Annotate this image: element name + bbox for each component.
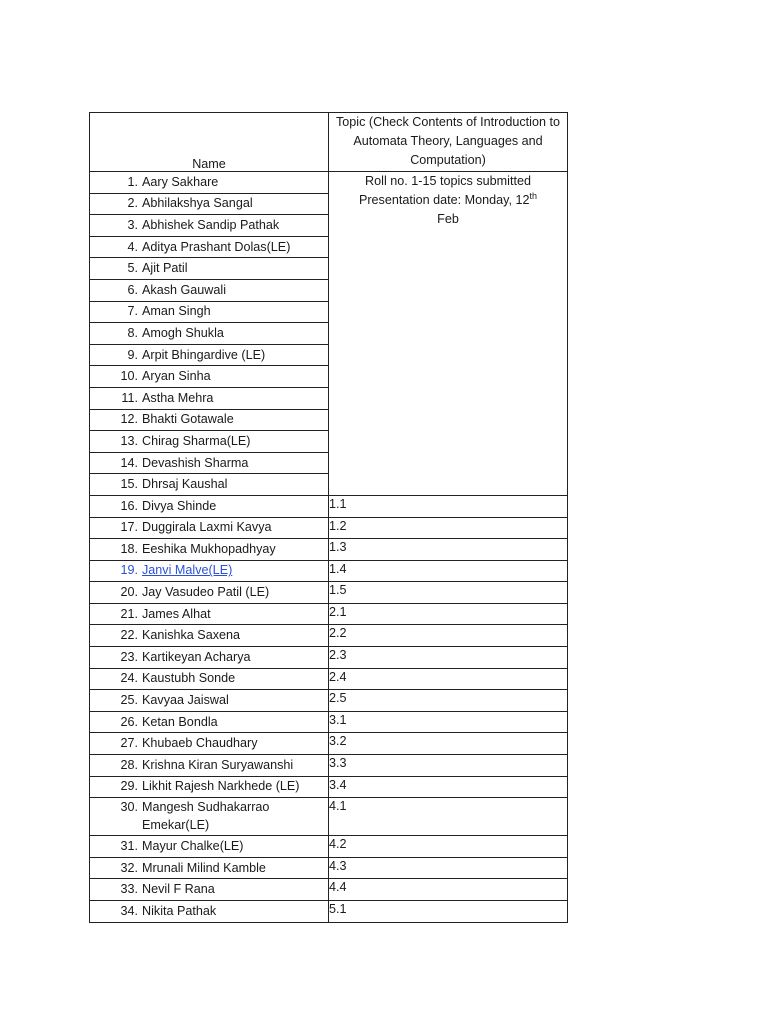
student-name-cell: 23. Kartikeyan Acharya xyxy=(90,647,329,669)
student-name-cell: 3. Abhishek Sandip Pathak xyxy=(90,215,329,237)
student-name-cell: 17. Duggirala Laxmi Kavya xyxy=(90,517,329,539)
student-name-cell: 27. Khubaeb Chaudhary xyxy=(90,733,329,755)
note-line-2: Presentation date: Monday, 12 xyxy=(358,193,530,207)
topic-cell: 5.1 xyxy=(329,901,568,923)
student-name-cell: 33. Nevil F Rana xyxy=(90,879,329,901)
topic-cell: 3.2 xyxy=(329,733,568,755)
table-row xyxy=(90,733,568,755)
header-row xyxy=(90,113,568,172)
topic-cell: 2.4 xyxy=(329,668,568,690)
topic-cell: 4.4 xyxy=(329,879,568,901)
table-row xyxy=(90,755,568,777)
table-row xyxy=(90,836,568,858)
table-row xyxy=(90,857,568,879)
student-name-cell: 24. Kaustubh Sonde xyxy=(90,668,329,690)
topic-cell: 1.5 xyxy=(329,582,568,604)
student-name-cell: 14. Devashish Sharma xyxy=(90,452,329,474)
topic-cell: 4.3 xyxy=(329,857,568,879)
student-name-cell: 2. Abhilakshya Sangal xyxy=(90,193,329,215)
student-name-cell: 8. Amogh Shukla xyxy=(90,323,329,345)
table-row xyxy=(90,625,568,647)
table-row xyxy=(90,798,568,836)
topic-cell: 2.3 xyxy=(329,647,568,669)
note-line-3: Feb xyxy=(437,212,459,226)
table-row xyxy=(90,517,568,539)
topic-cell: 1.4 xyxy=(329,560,568,582)
student-name-cell: 34. Nikita Pathak xyxy=(90,901,329,923)
table-row xyxy=(90,647,568,669)
student-name-cell: 6. Akash Gauwali xyxy=(90,279,329,301)
student-name-cell: 18. Eeshika Mukhopadhyay xyxy=(90,539,329,561)
student-name-cell: 22. Kanishka Saxena xyxy=(90,625,329,647)
student-name-cell: 13. Chirag Sharma(LE) xyxy=(90,431,329,453)
topic-header: Topic (Check Contents of Introduction to Automata Theory, Languages and Computation) xyxy=(329,113,568,172)
topic-cell: 1.2 xyxy=(329,517,568,539)
table-row xyxy=(90,539,568,561)
topic-cell: 4.1 xyxy=(329,798,568,836)
student-name-link[interactable]: 19. Janvi Malve(LE) xyxy=(90,560,329,582)
student-name-cell: 7. Aman Singh xyxy=(90,301,329,323)
topic-cell: 1.3 xyxy=(329,539,568,561)
student-name-cell: 9. Arpit Bhingardive (LE) xyxy=(90,344,329,366)
student-name-cell: 11. Astha Mehra xyxy=(90,387,329,409)
student-name-cell: 31. Mayur Chalke(LE) xyxy=(90,836,329,858)
student-name-cell: 29. Likhit Rajesh Narkhede (LE) xyxy=(90,776,329,798)
student-name-cell: 21. James Alhat xyxy=(90,603,329,625)
student-topic-table xyxy=(89,112,568,923)
student-name-cell: 15. Dhrsaj Kaushal xyxy=(90,474,329,496)
table-row xyxy=(90,495,568,517)
student-name-cell: 12. Bhakti Gotawale xyxy=(90,409,329,431)
student-name-cell: 25. Kavyaa Jaiswal xyxy=(90,690,329,712)
topic-cell: 2.1 xyxy=(329,603,568,625)
student-name-cell: 28. Krishna Kiran Suryawanshi xyxy=(90,755,329,777)
submission-note xyxy=(329,172,568,496)
topic-cell: 3.4 xyxy=(329,776,568,798)
table-row xyxy=(90,711,568,733)
topic-cell: 2.2 xyxy=(329,625,568,647)
topic-cell: 2.5 xyxy=(329,690,568,712)
table-row xyxy=(90,172,568,194)
topic-cell: 1.1 xyxy=(329,495,568,517)
student-name-cell: 1. Aary Sakhare xyxy=(90,172,329,194)
student-name-cell: 20. Jay Vasudeo Patil (LE) xyxy=(90,582,329,604)
note-superscript: th xyxy=(529,190,538,201)
topic-cell: 3.1 xyxy=(329,711,568,733)
note-line-1: Roll no. 1-15 topics submitted xyxy=(365,174,531,188)
table-row xyxy=(90,901,568,923)
table-row xyxy=(90,668,568,690)
name-header: Name xyxy=(90,113,329,172)
topic-cell: 4.2 xyxy=(329,836,568,858)
student-name-cell: 16. Divya Shinde xyxy=(90,495,329,517)
table-row xyxy=(90,879,568,901)
student-name-cell: 32. Mrunali Milind Kamble xyxy=(90,857,329,879)
student-name-cell: 4. Aditya Prashant Dolas(LE) xyxy=(90,236,329,258)
table-row xyxy=(90,776,568,798)
student-name-cell: 26. Ketan Bondla xyxy=(90,711,329,733)
table-row xyxy=(90,582,568,604)
table-row xyxy=(90,560,568,582)
table-row xyxy=(90,690,568,712)
student-name-cell: 10. Aryan Sinha xyxy=(90,366,329,388)
table-row xyxy=(90,603,568,625)
student-name-cell: 5. Ajit Patil xyxy=(90,258,329,280)
student-name-cell: 30. Mangesh Sudhakarrao Emekar(LE) xyxy=(90,798,329,836)
topic-cell: 3.3 xyxy=(329,755,568,777)
